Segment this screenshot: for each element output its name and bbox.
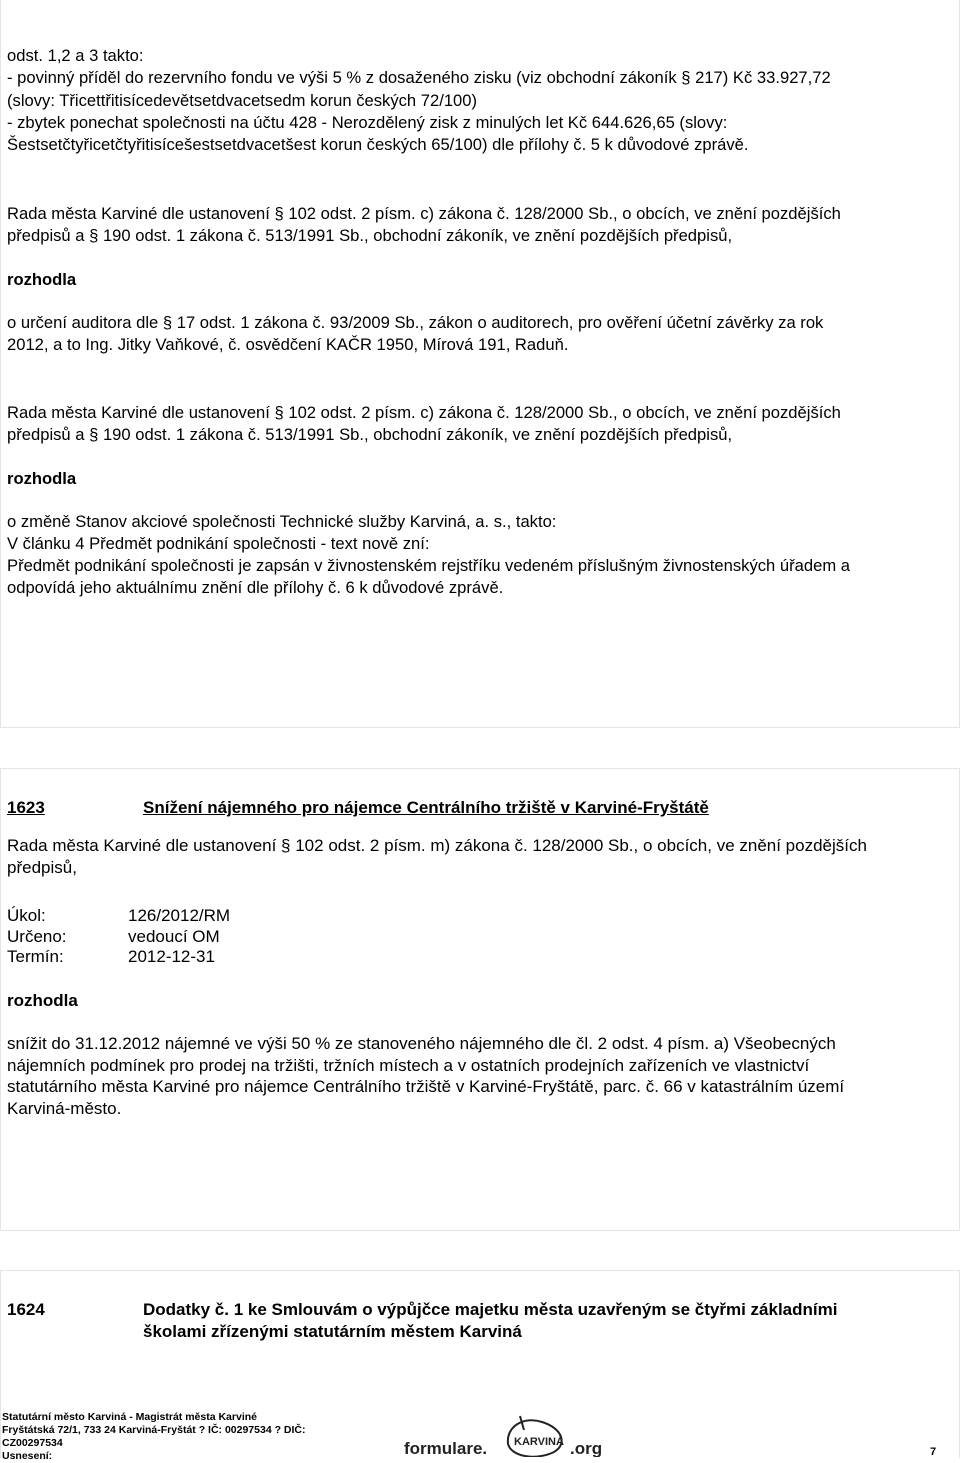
legal-basis-line: Rada města Karviné dle ustanovení § 102 odst. 2 písm. c) zákona č. 128/2000 Sb., o obcích, ve znění pozdějších — [7, 403, 841, 422]
legal-basis-line: předpisů a § 190 odst. 1 zákona č. 513/1991 Sb., obchodní zákoník, ve znění pozdějších předpisů, — [7, 226, 733, 245]
resolution-number: 1624 — [7, 1300, 45, 1319]
footer-resolution-label: Usnesení: — [2, 1450, 53, 1462]
decided-heading: rozhodla — [7, 469, 77, 488]
footer-address: Fryštátská 72/1, 733 24 Karviná-Fryštát ? IČ: 00297534 ? DIČ: — [2, 1424, 306, 1436]
page-number: 7 — [930, 1446, 937, 1458]
decision-line: Předmět podnikání společnosti je zapsán v živnostenském rejstříku vedeném příslušným živnostenských úřadem a — [7, 556, 850, 575]
text-line: Šestsetčtyřicetčtyřitisícešestsetdvacetšest korun českých 65/100) dle přílohy č. 5 k důvodové zprávě. — [7, 135, 749, 154]
decision-line: 2012, a to Ing. Jitky Vaňkové, č. osvědčení KAČR 1950, Mírová 191, Raduň. — [7, 335, 569, 354]
assigned-label: Určeno: — [7, 927, 67, 946]
logo-text-left: formulare. — [404, 1439, 488, 1457]
legal-basis-line: Rada města Karviné dle ustanovení § 102 odst. 2 písm. c) zákona č. 128/2000 Sb., o obcích, ve znění pozdějších — [7, 204, 841, 223]
text-line: (slovy: Třicettřitisícedevětsetdvacetsedm korun českých 72/100) — [7, 91, 478, 110]
decision-line: o určení auditora dle § 17 odst. 1 zákona č. 93/2009 Sb., zákon o auditorech, pro ověření účetní závěrky za rok — [7, 313, 824, 332]
logo-text-mid: KARVINÁ — [514, 1436, 564, 1448]
task-value: 126/2012/RM — [128, 906, 231, 925]
footer-organization: Statutární město Karviná - Magistrát města Karviné — [2, 1411, 257, 1423]
footer-vat: CZ00297534 — [2, 1437, 63, 1449]
decided-heading: rozhodla — [7, 270, 77, 289]
legal-basis-line: předpisů a § 190 odst. 1 zákona č. 513/1991 Sb., obchodní zákoník, ve znění pozdějších předpisů, — [7, 425, 733, 444]
text-line: - povinný příděl do rezervního fondu ve výši 5 % z dosaženého zisku (viz obchodní zákoník § 217) Kč 33.927,72 — [7, 68, 831, 87]
decision-line: snížit do 31.12.2012 nájemné ve výši 50 % ze stanoveného nájemného dle čl. 2 odst. 4 písm. a) Všeobecných — [7, 1034, 836, 1053]
resolution-title: Snížení nájemného pro nájemce Centrálního tržiště v Karviné-Fryštátě — [143, 798, 709, 817]
resolution-number: 1623 — [7, 798, 45, 817]
task-label: Úkol: — [7, 906, 46, 925]
logo-text-right: .org — [570, 1439, 603, 1457]
legal-basis-line: předpisů, — [7, 858, 77, 877]
decision-line: nájemních podmínek pro prodej na tržišti, tržních místech a v ostatních prodejních zařízeních ve vlastnictví — [7, 1056, 810, 1075]
deadline-value: 2012-12-31 — [128, 947, 215, 966]
resolution-title: školami zřízenými statutárním městem Karviná — [143, 1322, 522, 1341]
formulare-karvina-logo — [404, 1410, 614, 1457]
text-line: odst. 1,2 a 3 takto: — [7, 46, 144, 65]
deadline-label: Termín: — [7, 947, 64, 966]
decision-line: odpovídá jeho aktuálnímu znění dle přílohy č. 6 k důvodové zprávě. — [7, 578, 504, 597]
decision-line: Karviná-město. — [7, 1099, 122, 1118]
legal-basis-line: Rada města Karviné dle ustanovení § 102 odst. 2 písm. m) zákona č. 128/2000 Sb., o obcích, ve znění pozdějších — [7, 836, 867, 855]
decision-line: statutárního města Karviné pro nájemce Centrálního tržiště v Karviné-Fryštátě, parc. č. 66 v katastrálním území — [7, 1077, 845, 1096]
text-line: - zbytek ponechat společnosti na účtu 428 - Nerozdělený zisk z minulých let Kč 644.626,65 (slovy: — [7, 113, 728, 132]
decision-line: V článku 4 Předmět podnikání společnosti - text nově zní: — [7, 534, 430, 553]
decided-heading: rozhodla — [7, 991, 78, 1010]
resolution-title: Dodatky č. 1 ke Smlouvám o výpůjčce majetku města uzavřeným se čtyřmi základními — [143, 1300, 838, 1319]
assigned-value: vedoucí OM — [128, 927, 220, 946]
decision-line: o změně Stanov akciové společnosti Technické služby Karviná, a. s., takto: — [7, 512, 557, 531]
